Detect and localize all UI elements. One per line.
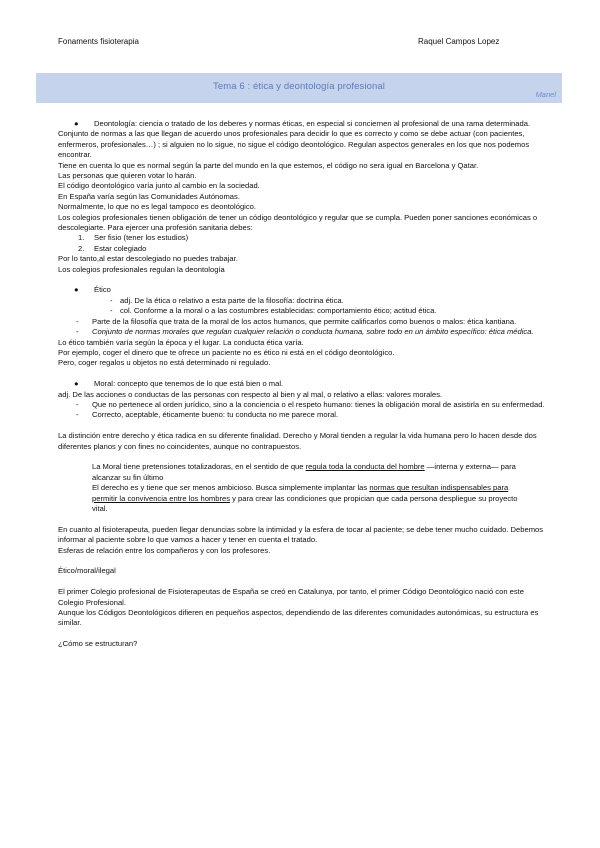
dash-icon: - <box>110 306 113 316</box>
paragraph: Por lo tanto,al estar descolegiado no puedes trabajar. <box>58 254 238 264</box>
paragraph: Esferas de relación entre los compañeros y con los profesores. <box>58 545 271 555</box>
quote-text: y para crear las condiciones que propician que cada persona despliegue su proyecto vital. <box>92 493 518 513</box>
bullet-icon: ● <box>74 379 79 389</box>
list-text: col. Conforme a la moral o a las costumbres establecidas: comportamiento ético; actitud ética. <box>120 306 437 316</box>
paragraph: Conjunto de normas a las que llegan de acuerdo unos profesionales para decidir lo que es correcto y como se debe actuar (con pacientes, enfermeros, profesionales…) ; si alguien no lo sigue, no sigue el código deontológico. Regulan aspectos generales en los que nos podemos encontrar. <box>58 129 530 160</box>
list-text: adj. De la ética o relativo a esta parte de la filosofía: doctrina ética. <box>120 295 344 305</box>
quote-paragraph <box>58 462 548 483</box>
list-item <box>58 306 548 316</box>
paragraph: Aunque los Códigos Deontológicos difieren en pequeños aspectos, dependiendo de las diferentes comunidades autonómicas, su estructura es similar. <box>58 607 539 628</box>
list-item <box>58 327 548 337</box>
paragraph: La distinción entre derecho y ética radica en su diferente finalidad. Derecho y Moral tienden a regular la vida humana pero lo hacen desde dos diferentes planos y con fines no coincidentes, aunque no contrapuestos. <box>58 431 537 451</box>
deontologia-definition: Deontología: ciencia o tratado de los deberes y normas éticas, en especial si conciernen al profesional de una rama determinada. <box>94 119 531 128</box>
list-item <box>58 233 548 243</box>
list-text: Ser fisio (tener los estudios) <box>94 233 189 243</box>
paragraph: Normalmente, lo que no es legal tampoco es deontológico. <box>58 202 256 212</box>
paragraph: Por ejemplo, coger el dinero que te ofrece un paciente no es ético ni está en el código deontológico. <box>58 347 395 357</box>
paragraph: Lo ético también varía según la época y el lugar. La conducta ética varía. <box>58 337 304 347</box>
list-item <box>58 119 548 129</box>
dash-icon: - <box>76 316 79 326</box>
list-text: Estar colegiado <box>94 243 147 253</box>
header-right: Raquel Campos Lopez <box>418 37 500 46</box>
list-item <box>58 400 548 410</box>
dash-icon: - <box>76 410 79 420</box>
moral-definition: Moral: concepto que tenemos de lo que está bien o mal. <box>94 379 284 389</box>
paragraph: Los colegios profesionales regulan la deontología <box>58 264 225 274</box>
document-body <box>58 119 548 650</box>
quote-underlined: normas que resultan indispensables para permitir la convivencia entre los hombres <box>92 483 509 503</box>
paragraph: Ético/moral/ilegal <box>58 566 116 576</box>
list-number: 2. <box>78 243 85 253</box>
list-text: Que no pertenece al orden jurídico, sino a la conciencia o el respeto humano: tienes la obligación moral de asistirla en su enfermedad. <box>92 399 545 409</box>
title-tag: Manel <box>535 90 556 99</box>
list-text: Conjunto de normas morales que regulan cualquier relación o conducta humana, sobre todo en un ámbito específico: ética médica. <box>92 327 534 337</box>
paragraph: El primer Colegio profesional de Fisioterapeutas de España se creó en Catalunya, por tanto, el primer Código Deontológico nació con este Colegio Profesional. <box>58 587 525 607</box>
list-item <box>58 285 548 295</box>
quote-paragraph <box>58 483 548 514</box>
list-number: 1. <box>78 233 85 243</box>
quote-underlined: regula toda la conducta del hombre <box>305 462 425 472</box>
quote-text: El derecho es y tiene que ser menos ambicioso. Busca simplemente implantar las <box>92 483 370 493</box>
list-text: Correcto, aceptable, éticamente bueno: tu conducta no me parece moral. <box>92 410 339 420</box>
list-item <box>58 296 548 306</box>
paragraph: El código deontológico varía junto al cambio en la sociedad. <box>58 181 260 191</box>
paragraph: ¿Cómo se estructuran? <box>58 639 138 649</box>
paragraph: Tiene en cuenta lo que es normal según la parte del mundo en la que estemos, el código no sera igual en Barcelona y Qatar. <box>58 160 479 170</box>
quote-text: La Moral tiene pretensiones totalizadoras, en el sentido de que <box>92 462 306 472</box>
paragraph: Las personas que quieren votar lo harán. <box>58 171 197 181</box>
list-text: Parte de la filosofía que trata de la moral de los actos humanos, que permite calificarlos como buenos o malos: ética kantiana. <box>92 316 517 326</box>
list-item <box>58 379 548 389</box>
list-item <box>58 317 548 327</box>
paragraph: En España varía según las Comunidades Autónomas. <box>58 191 240 201</box>
dash-icon: - <box>76 399 79 409</box>
dash-icon: - <box>76 327 79 337</box>
title-band <box>36 73 562 103</box>
bullet-icon: ● <box>74 285 79 295</box>
header-left: Fonaments fisioterapia <box>58 37 139 46</box>
paragraph: En cuanto al fisioterapeuta, pueden llegar denuncias sobre la intimidad y la esfera de tocar al paciente; se debe tener mucho cuidado. Debemos informar al paciente sobre lo que vamos a hacer y tener en cuenta el tratado. <box>58 524 544 545</box>
paragraph: adj. De las acciones o conductas de las personas con respecto al bien y al mal, o relativo a ellas: valores morales. <box>58 389 443 399</box>
bullet-icon: ● <box>74 119 79 128</box>
etico-heading: Ético <box>94 285 111 295</box>
paragraph: Los colegios profesionales tienen obligación de tener un código deontológico y regular que se cumpla. Pueden poner sanciones económicas o descolegiarte. Para ejercer una profesión sanitaria debes: <box>58 212 538 233</box>
list-item <box>58 244 548 254</box>
quote-text: —interna y externa— para alcanzar su fin último <box>92 462 516 482</box>
page-title: Tema 6 : ética y deontología profesional <box>213 81 385 92</box>
dash-icon: - <box>110 295 113 305</box>
paragraph: Pero, coger regalos u objetos no está determinado ni regulado. <box>58 358 271 368</box>
list-item <box>58 410 548 420</box>
